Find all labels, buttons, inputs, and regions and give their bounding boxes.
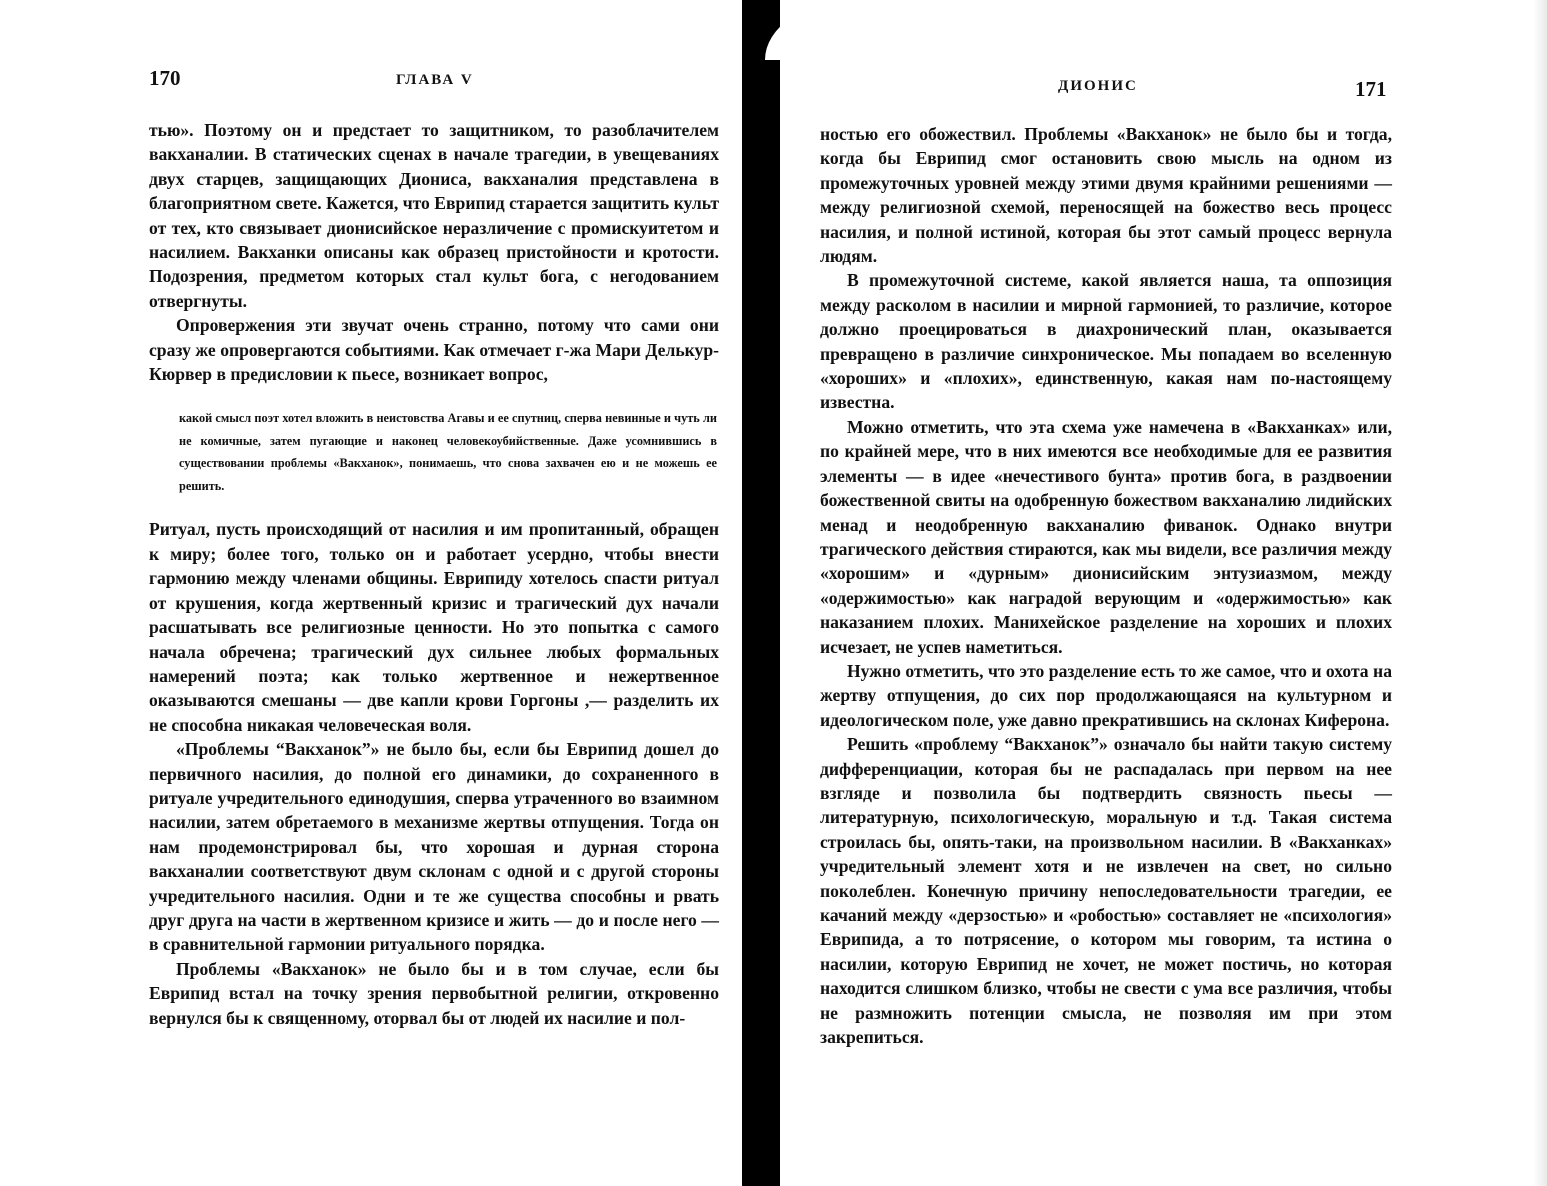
left-page-number: 170 [149,66,181,90]
right-text-block [820,122,1392,1049]
page-edge-shadow [1533,0,1547,1186]
paragraph: Опровержения эти звучат очень странно, потому что сами они сразу же опровергаются событиями. Как отмечает г-жа Мари Делькур-Кюрвер в предисловии к пьесе, возникает вопрос, [149,315,719,385]
left-text-block [149,118,719,1030]
paragraph: Решить «проблему “Вакханок”» означало бы найти такую систему дифференциации, которая бы не распадалась при первом на нее взгляде и позволила бы подтвердить связность пьесы — литературную, психологическую, моральную и т.д. Такая система строилась бы, опять-таки, на произвольном насилии. В «Вакханках» учредительный элемент хотя и не извлечен на свет, но сильно поколеблен. Конечную причину непоследовательности трагедии, ее качаний между «дерзостью» и «робостью» составляет не «психология» Еврипида, а то потрясение, о котором мы говорим, та истина о насилии, которую Еврипид не хочет, не может постичь, но которая находится слишком близко, чтобы не свести с ума все различия, чтобы не размножить потенции смысла, не позволяя им при этом закрепиться. [820,734,1392,1048]
paragraph: тью». Поэтому он и предстает то защитником, то разоблачителем вакханалии. В статических сценах в начале трагедии, в увещеваниях двух старцев, защищающих Диониса, вакханалия представлена в благоприятном свете. Кажется, что Еврипид старается защитить культ от тех, кто связывает дионисийское неразличение с промискуитетом и насилием. Вакханки описаны как образец пристойности и кротости. Подозрения, предметом которых стал культ бога, с негодованием отвергнуты. [149,120,719,311]
right-page-number: 171 [1355,77,1387,101]
block-quote: какой смысл поэт хотел вложить в неистовства Агавы и ее спутниц, сперва невинные и чуть ли не комичные, затем пугающие и наконец человекоубийственные. Даже усомнившись в существовании проблемы «Вакханок», понимаешь, что снова захвачен ею и не можешь ее решить. [179,411,717,493]
left-page [0,0,742,1186]
paragraph: Нужно отметить, что это разделение есть то же самое, что и охота на жертву отпущения, до сих пор продолжающаяся на культурном и идеологическом поле, уже давно прекратившись на склонах Киферона. [820,660,1392,730]
paragraph: «Проблемы “Вакханок”» не было бы, если бы Еврипид дошел до первичного насилия, до полной его динамики, до сохраненного в ритуале учредительного единодушия, сперва утраченного во взаимном насилии, затем обретаемого в механизме жертвы отпущения. Тогда он нам продемонстрировал бы, что хорошая и дурная сторона вакханалии соответствуют двум склонам с одной и с другой стороны учредительного насилия. Одни и те же существа способны и рвать друг друга на части в жертвенном кризисе и жить — до и после него — в сравнительной гармонии ритуального порядка. [149,739,719,955]
paragraph: В промежуточной системе, какой является наша, та оппозиция между расколом в насилии и мирной гармонией, то различие, которое должно проецироваться в диахронический план, оказывается превращено в различие синхроническое. Мы попадаем во вселенную «хороших» и «плохих», единственную, какая нам по-настоящему известна. [820,270,1392,413]
paragraph: Можно отметить, что эта схема уже намечена в «Вакханках» или, по крайней мере, что в них имеются все необходимые для ее развития элементы — в идее «нечестивого бунта» против бога, в раздвоении божественной свиты на одобренную божеством вакханалию лидийских менад и неодобренную вакханалию фиванок. Однако внутри трагического действия стираются, как мы видели, все различия между «хорошим» и «дурным» дионисийским энтузиазмом, между «одержимостью» как наградой верующим и «одержимостью» как наказанием плохих. Манихейское разделение на хороших и плохих исчезает, не успев наметиться. [820,416,1392,657]
right-running-head: ДИОНИС [1058,78,1138,94]
right-page [780,0,1547,1186]
paragraph: Ритуал, пусть происходящий от насилия и им пропитанный, обращен к миру; более того, только он и работает усердно, чтобы внести гармонию между членами общины. Еврипиду хотелось спасти ритуал от крушения, когда жертвенный кризис и трагический дух начали расшатывать все религиозные ценности. Но это попытка с самого начала обречена; трагический дух сильнее любых формальных намерений поэта; как только жертвенное и нежертвенное оказываются смешаны — две капли крови Горгоны ,— разделить их не способна никакая человеческая воля. [149,519,719,735]
left-running-head: ГЛАВА V [396,72,474,88]
paragraph: Проблемы «Вакханок» не было бы и в том случае, если бы Еврипид встал на точку зрения первобытной религии, откровенно вернулся бы к священному, оторвал бы от людей их насилие и пол- [149,958,719,1028]
paragraph: ностью его обожествил. Проблемы «Вакханок» не было бы и тогда, когда бы Еврипид смог остановить свою мысль на одном из промежуточных уровней между этими двумя крайними решениями — между религиозной схемой, переносящей на божество весь процесс насилия, и полной истиной, которая бы этот самый процесс вернула людям. [820,124,1392,267]
